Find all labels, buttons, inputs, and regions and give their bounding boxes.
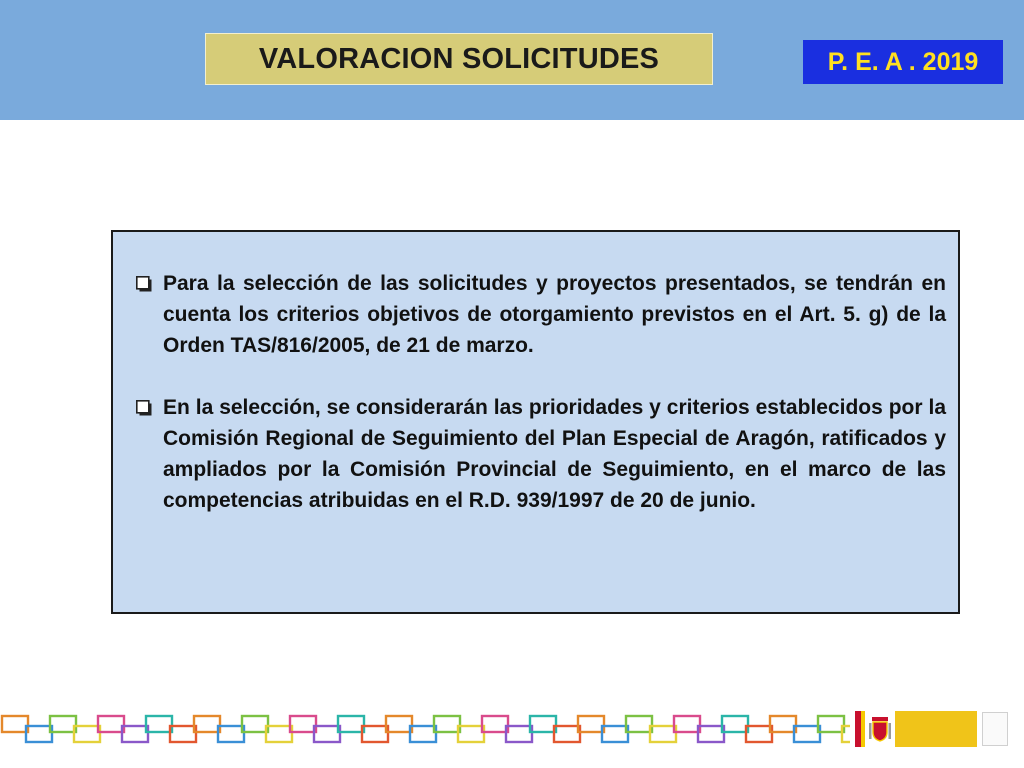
interlocking-squares-pattern — [0, 712, 850, 748]
gobierno-de-espana-logo — [855, 711, 977, 747]
title-box — [205, 33, 713, 85]
year-label: P. E. A . 2019 — [827, 47, 979, 76]
bullet-item — [133, 392, 946, 516]
checkbox-square-icon — [136, 400, 153, 417]
bullet-text: Para la selección de las solicitudes y proyectos presentados, se tendrán en cuenta los criterios objetivos de otorgamiento previstos en el Art. 5. g) de la Orden TAS/816/2005, de 21 de marzo. — [163, 272, 946, 357]
institution-seal — [982, 712, 1008, 746]
bullet-text: En la selección, se considerarán las prioridades y criterios establecidos por la Comisión Regional de Seguimiento del Plan Especial de Aragón, ratificados y ampliados por la Comisión Provincial de Seguimiento, en el marco de las competencias atribuidas en el R.D. 939/1997 de 20 de junio. — [163, 396, 946, 512]
checkbox-square-icon — [136, 276, 153, 293]
page-title: VALORACION SOLICITUDES — [258, 42, 660, 75]
year-badge — [803, 40, 1003, 84]
content-box — [111, 230, 960, 614]
crest-icon — [869, 715, 891, 743]
bullet-item — [133, 268, 946, 361]
